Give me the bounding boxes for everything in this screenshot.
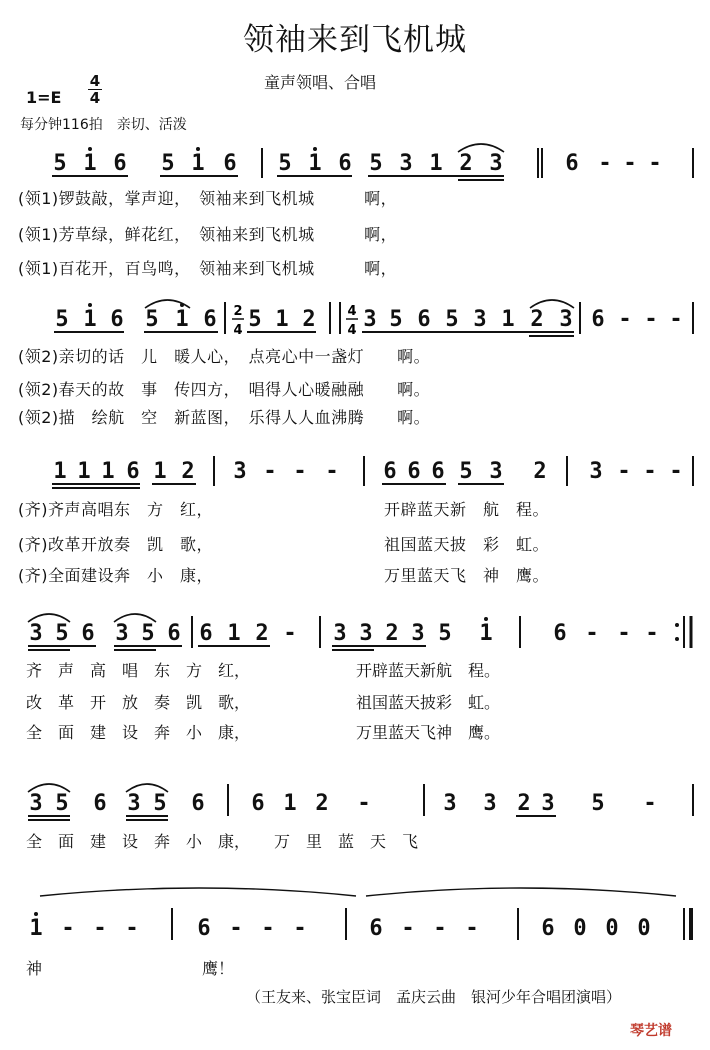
note: 3 bbox=[443, 791, 457, 816]
note: - bbox=[645, 621, 659, 646]
note: 3 bbox=[483, 791, 497, 816]
note: 5 bbox=[248, 307, 262, 332]
meter-change-bottom: 4 bbox=[233, 323, 243, 338]
note: 2 bbox=[315, 791, 329, 816]
note: 3 bbox=[359, 621, 373, 646]
note: 5 bbox=[145, 307, 159, 332]
note: 1 bbox=[77, 459, 91, 484]
note: 6 bbox=[541, 916, 555, 941]
meter-change-top: 2 bbox=[233, 304, 243, 319]
lyric-line: 齐 声 高 唱 东 方 红， bbox=[26, 661, 251, 680]
note: 1 bbox=[308, 151, 322, 176]
note: 2 bbox=[302, 307, 316, 332]
lyric-line: 改 革 开 放 奏 凯 歌， bbox=[26, 693, 251, 712]
note: - bbox=[643, 791, 657, 816]
tie bbox=[366, 888, 676, 896]
note: 1 bbox=[83, 151, 97, 176]
note: 3 bbox=[489, 151, 503, 176]
note: - bbox=[465, 916, 479, 941]
meter-change-bottom: 4 bbox=[347, 323, 357, 338]
note: 0 bbox=[573, 916, 587, 941]
note: 6 bbox=[197, 916, 211, 941]
note: 6 bbox=[93, 791, 107, 816]
note: 3 bbox=[541, 791, 555, 816]
note: - bbox=[261, 916, 275, 941]
time-signature-top: 4 bbox=[89, 72, 101, 90]
note: 3 bbox=[589, 459, 603, 484]
lyric-line: 全 面 建 设 奔 小 康， 万 里 蓝 天 飞 bbox=[26, 832, 419, 851]
note: 5 bbox=[278, 151, 292, 176]
note: 3 bbox=[363, 307, 377, 332]
note: 6 bbox=[126, 459, 140, 484]
note: - bbox=[283, 621, 297, 646]
lyric-line: (领1)百花开，百鸟鸣， 领袖来到飞机城 啊， bbox=[18, 259, 398, 278]
high-octave-dot bbox=[484, 617, 488, 621]
note: 6 bbox=[338, 151, 352, 176]
tempo-marking: 每分钟116拍 亲切、活泼 bbox=[20, 117, 187, 133]
lyric-line: (领1)芳草绿，鲜花红， 领袖来到飞机城 啊， bbox=[18, 225, 398, 244]
high-octave-dot bbox=[88, 147, 92, 151]
note: - bbox=[598, 151, 612, 176]
note: 5 bbox=[153, 791, 167, 816]
lyric-line: 万里蓝天飞 神 鹰。 bbox=[384, 566, 550, 585]
note: 2 bbox=[517, 791, 531, 816]
note: 5 bbox=[141, 621, 155, 646]
note: 6 bbox=[110, 307, 124, 332]
note: 1 bbox=[153, 459, 167, 484]
note: 6 bbox=[251, 791, 265, 816]
note: 2 bbox=[255, 621, 269, 646]
note: - bbox=[401, 916, 415, 941]
note: 6 bbox=[369, 916, 383, 941]
note: 3 bbox=[115, 621, 129, 646]
note: 5 bbox=[55, 307, 69, 332]
note: 5 bbox=[55, 791, 69, 816]
note: 1 bbox=[283, 791, 297, 816]
lyric-line: (领2)描 绘航 空 新蓝图， 乐得人人血沸腾 啊。 bbox=[18, 408, 431, 427]
note: 0 bbox=[637, 916, 651, 941]
note: - bbox=[585, 621, 599, 646]
note: 6 bbox=[203, 307, 217, 332]
lyric-line: 全 面 建 设 奔 小 康， bbox=[26, 723, 251, 742]
note: 6 bbox=[407, 459, 421, 484]
note: 1 bbox=[175, 307, 189, 332]
lyric-line: (领1)锣鼓敲，掌声迎， 领袖来到飞机城 啊， bbox=[18, 189, 398, 208]
site-logo: 琴艺谱 bbox=[630, 1023, 672, 1039]
note: 3 bbox=[233, 459, 247, 484]
performer-note: 童声领唱、合唱 bbox=[264, 73, 377, 92]
note: 1 bbox=[53, 459, 67, 484]
note: - bbox=[357, 791, 371, 816]
note: 5 bbox=[161, 151, 175, 176]
note: 1 bbox=[479, 621, 493, 646]
note: 6 bbox=[223, 151, 237, 176]
note: 6 bbox=[591, 307, 605, 332]
note: 5 bbox=[445, 307, 459, 332]
note: 3 bbox=[489, 459, 503, 484]
high-octave-dot bbox=[34, 912, 38, 916]
note: 2 bbox=[459, 151, 473, 176]
note: - bbox=[293, 916, 307, 941]
note: 5 bbox=[55, 621, 69, 646]
note: - bbox=[644, 307, 658, 332]
note: 1 bbox=[29, 916, 43, 941]
note: 3 bbox=[333, 621, 347, 646]
note: 6 bbox=[383, 459, 397, 484]
high-octave-dot bbox=[313, 147, 317, 151]
note: 6 bbox=[417, 307, 431, 332]
tie bbox=[40, 888, 356, 896]
note: 6 bbox=[565, 151, 579, 176]
note: 3 bbox=[29, 621, 43, 646]
note: 1 bbox=[83, 307, 97, 332]
note: - bbox=[93, 916, 107, 941]
note: - bbox=[263, 459, 277, 484]
song-title: 领袖来到飞机城 bbox=[243, 22, 467, 58]
note: - bbox=[669, 459, 683, 484]
note: 1 bbox=[101, 459, 115, 484]
note: - bbox=[293, 459, 307, 484]
note: 6 bbox=[191, 791, 205, 816]
note: 3 bbox=[559, 307, 573, 332]
note: 1 bbox=[501, 307, 515, 332]
note: 1 bbox=[429, 151, 443, 176]
lyric-line: (齐)改革开放奏 凯 歌， bbox=[18, 535, 213, 554]
note: 5 bbox=[369, 151, 383, 176]
note: 6 bbox=[431, 459, 445, 484]
note: - bbox=[617, 621, 631, 646]
note: - bbox=[325, 459, 339, 484]
note: 6 bbox=[199, 621, 213, 646]
note: 2 bbox=[530, 307, 544, 332]
note: 1 bbox=[227, 621, 241, 646]
lyric-line: 万里蓝天飞神 鹰。 bbox=[356, 723, 501, 742]
note: 3 bbox=[127, 791, 141, 816]
lyric-line: 祖国蓝天披彩 虹。 bbox=[356, 693, 501, 712]
note: 5 bbox=[591, 791, 605, 816]
lyric-line: 开辟蓝天新航 程。 bbox=[356, 661, 501, 680]
note: - bbox=[61, 916, 75, 941]
note: 3 bbox=[411, 621, 425, 646]
note: - bbox=[669, 307, 683, 332]
note: - bbox=[433, 916, 447, 941]
high-octave-dot bbox=[196, 147, 200, 151]
lyric-line: (领2)春天的故 事 传四方， 唱得人心暖融融 啊。 bbox=[18, 380, 431, 399]
note: - bbox=[648, 151, 662, 176]
note: - bbox=[229, 916, 243, 941]
note: 0 bbox=[605, 916, 619, 941]
note: 2 bbox=[533, 459, 547, 484]
note: 6 bbox=[81, 621, 95, 646]
key-signature: 1=E bbox=[26, 88, 62, 107]
meter-change-top: 4 bbox=[347, 304, 357, 319]
credits: （王友来、张宝臣词 孟庆云曲 银河少年合唱团演唱） bbox=[246, 988, 622, 1006]
note: 2 bbox=[181, 459, 195, 484]
high-octave-dot bbox=[88, 303, 92, 307]
note: 5 bbox=[53, 151, 67, 176]
note: 6 bbox=[553, 621, 567, 646]
note: 3 bbox=[29, 791, 43, 816]
lyric-line: (齐)全面建设奔 小 康， bbox=[18, 566, 213, 585]
note: 5 bbox=[438, 621, 452, 646]
lyric-line: (领2)亲切的话 儿 暖人心， 点亮心中一盏灯 啊。 bbox=[18, 347, 431, 366]
note: 6 bbox=[113, 151, 127, 176]
note: 5 bbox=[389, 307, 403, 332]
note: 6 bbox=[167, 621, 181, 646]
lyric-line: 祖国蓝天披 彩 虹。 bbox=[384, 535, 550, 554]
note: 3 bbox=[399, 151, 413, 176]
note: - bbox=[643, 459, 657, 484]
note: - bbox=[618, 307, 632, 332]
note: 1 bbox=[275, 307, 289, 332]
note: 5 bbox=[459, 459, 473, 484]
lyric-line: (齐)齐声高唱东 方 红， bbox=[18, 500, 213, 519]
note: - bbox=[617, 459, 631, 484]
note: 2 bbox=[385, 621, 399, 646]
note: 3 bbox=[473, 307, 487, 332]
lyric-line: 神 鹰！ bbox=[26, 959, 235, 978]
time-signature-bottom: 4 bbox=[89, 89, 101, 107]
note: - bbox=[125, 916, 139, 941]
note: 1 bbox=[191, 151, 205, 176]
lyric-line: 开辟蓝天新 航 程。 bbox=[384, 500, 550, 519]
note: - bbox=[623, 151, 637, 176]
